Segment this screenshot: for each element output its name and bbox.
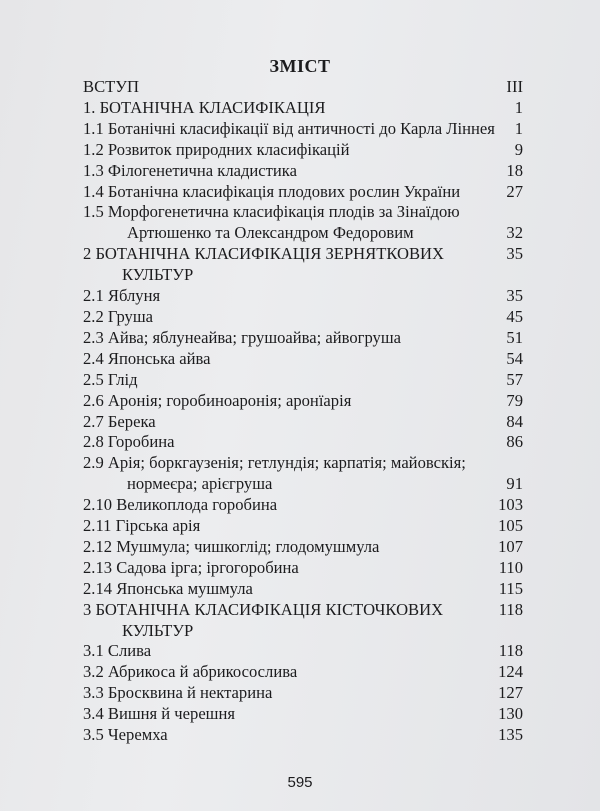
toc-entry-title: 2.8 Горобина	[83, 432, 175, 452]
toc-entry-title: 1. БОТАНІЧНА КЛАСИФІКАЦІЯ	[83, 97, 326, 117]
toc-entry	[83, 558, 523, 579]
toc-entry-title: 3.5 Черемха	[83, 725, 168, 745]
toc-entry	[83, 119, 523, 140]
toc-entry-title: 3.4 Вишня й черешня	[83, 704, 235, 724]
toc-entry-title: 2.2 Груша	[83, 306, 153, 326]
toc-entry-page: 86	[506, 432, 523, 452]
toc-entry-title-continuation: КУЛЬТУР	[122, 265, 194, 285]
toc-entry-page: 110	[498, 557, 523, 577]
toc-entry-page: 135	[498, 725, 523, 745]
page-number: 595	[287, 774, 313, 791]
toc-entry	[83, 328, 523, 349]
toc-entry	[83, 662, 523, 683]
toc-entry	[83, 349, 523, 370]
toc-entry-page: 51	[506, 327, 523, 347]
toc-entry-page: 35	[506, 286, 523, 306]
toc-entry	[83, 432, 523, 453]
toc-entry	[83, 537, 523, 558]
toc-entry-title: 2.7 Берека	[83, 411, 156, 431]
toc-entry	[83, 140, 523, 161]
toc-entry-title: 2.12 Мушмула; чишкоглід; глодомушмула	[83, 536, 380, 556]
toc-entry-title: 3.1 Слива	[83, 641, 152, 661]
toc-entry	[83, 286, 523, 307]
toc-entry-page: 9	[514, 139, 523, 159]
toc-entry	[83, 77, 523, 98]
toc-entry-title: 2 БОТАНІЧНА КЛАСИФІКАЦІЯ ЗЕРНЯТКОВИХ	[83, 244, 445, 264]
toc-entry	[83, 182, 523, 203]
toc-entry-title: 2.3 Айва; яблунеайва; грушоайва; айвогруша	[83, 327, 401, 347]
table-of-contents	[83, 77, 523, 746]
toc-entry-title: 3.2 Абрикоса й абрикосослива	[83, 662, 298, 682]
toc-entry-page: 118	[498, 641, 523, 661]
toc-entry-page: 32	[506, 223, 523, 243]
toc-entry-title: 1.5 Морфогенетична класифікація плодів за Зінаїдою	[83, 202, 460, 222]
toc-entry-page: 118	[498, 599, 523, 619]
toc-entry	[83, 704, 523, 725]
toc-entry-title: 2.6 Аронія; горобиноаронія; аронїарія	[83, 390, 352, 410]
toc-entry-page: 35	[506, 244, 523, 264]
toc-entry-page: 45	[506, 306, 523, 326]
toc-entry-title: 2.4 Японська айва	[83, 348, 211, 368]
toc-entry-page: 27	[506, 181, 523, 201]
toc-entry-title: ВСТУП	[83, 77, 140, 96]
toc-entry-page: 57	[506, 369, 523, 389]
toc-entry-title: 2.14 Японська мушмула	[83, 578, 253, 598]
toc-entry-page: 130	[498, 704, 523, 724]
toc-entry-page: 105	[498, 516, 523, 536]
toc-entry-title: 1.1 Ботанічні класифікації від античності до Карла Ліннея	[83, 118, 495, 138]
toc-entry-page: 103	[498, 495, 523, 515]
toc-entry-title: 2.9 Арія; боркгаузенія; гетлундія; карпатія; майовскія;	[83, 453, 466, 473]
toc-entry-page: 127	[498, 683, 523, 703]
toc-entry	[83, 244, 523, 286]
toc-entry	[83, 202, 523, 244]
toc-entry	[83, 98, 523, 119]
toc-entry	[83, 161, 523, 182]
toc-entry-title: 2.5 Глід	[83, 369, 138, 389]
toc-entry-page: 1	[514, 97, 523, 117]
toc-entry-title: 2.10 Великоплода горобина	[83, 495, 278, 515]
toc-entry-title: 1.3 Філогенетична кладистика	[83, 160, 297, 180]
toc-entry-title: 3.3 Бросквина й нектарина	[83, 683, 273, 703]
toc-entry-page: 115	[498, 578, 523, 598]
toc-entry	[83, 307, 523, 328]
toc-entry-page: 1	[514, 118, 523, 138]
toc-entry-page: 18	[506, 160, 523, 180]
toc-entry-title: 1.2 Розвиток природних класифікацій	[83, 139, 350, 159]
toc-entry	[83, 641, 523, 662]
toc-entry	[83, 600, 523, 642]
toc-entry-title: 2.1 Яблуня	[83, 286, 161, 306]
toc-entry	[83, 683, 523, 704]
toc-entry	[83, 412, 523, 433]
toc-entry-page: 54	[506, 348, 523, 368]
toc-entry	[83, 725, 523, 746]
toc-entry-page: 91	[506, 474, 523, 494]
toc-entry-page: 107	[498, 536, 523, 556]
toc-entry-title-continuation: нормеєра; арієгруша	[127, 474, 273, 494]
toc-entry	[83, 516, 523, 537]
toc-entry-title-continuation: КУЛЬТУР	[122, 620, 194, 640]
toc-entry-title: 1.4 Ботанічна класифікація плодових рослин України	[83, 181, 461, 201]
toc-entry-title-continuation: Артюшенко та Олександром Федоровим	[127, 223, 414, 243]
toc-entry	[83, 579, 523, 600]
toc-entry	[83, 391, 523, 412]
toc-entry	[83, 370, 523, 391]
toc-entry-page: 124	[498, 662, 523, 682]
toc-entry	[83, 495, 523, 516]
page-title: ЗМІСТ	[269, 56, 331, 76]
toc-entry-page: III	[506, 77, 523, 96]
toc-entry-title: 3 БОТАНІЧНА КЛАСИФІКАЦІЯ КІСТОЧКОВИХ	[83, 599, 444, 619]
toc-entry	[83, 453, 523, 495]
toc-entry-page: 84	[506, 411, 523, 431]
toc-entry-title: 2.11 Гірська арія	[83, 516, 201, 536]
toc-entry-page: 79	[506, 390, 523, 410]
toc-entry-title: 2.13 Садова ірга; іргогоробина	[83, 557, 299, 577]
